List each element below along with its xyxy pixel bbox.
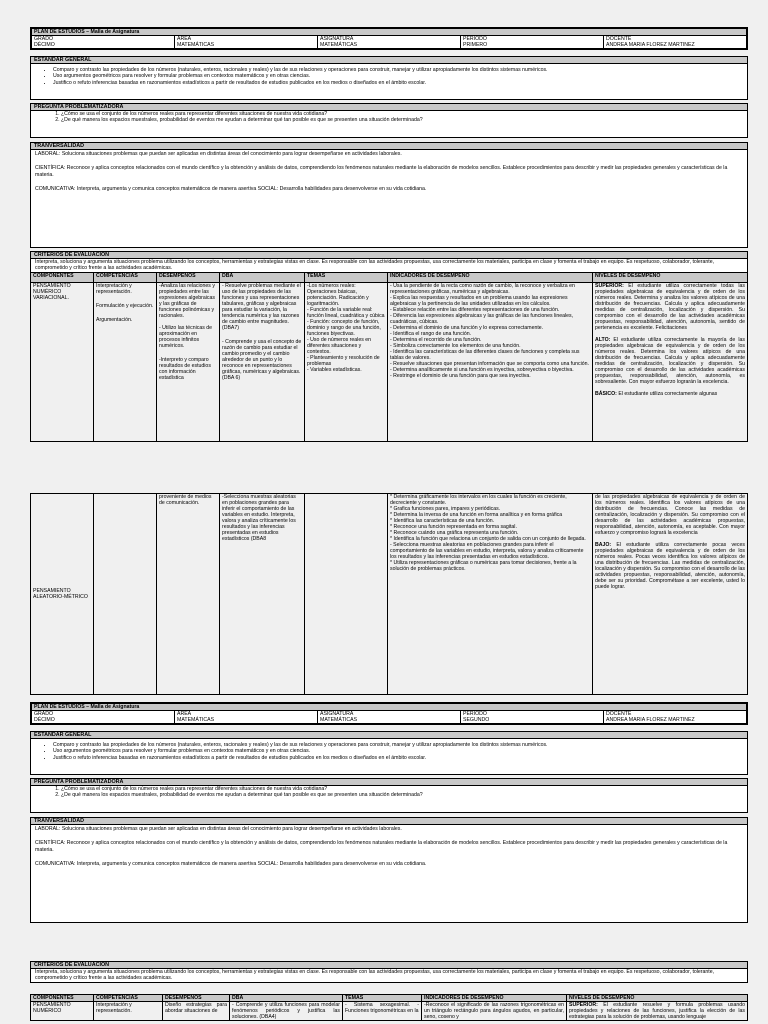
desempenos-cell: proveniente de medios de comunicación. (157, 494, 220, 695)
area-cell: AREA MATEMÁTICAS (175, 711, 318, 724)
desempenos-cell: -Analiza las relaciones y propiedades entre las expresiones algebraicas y las gráficas de funciones polinómicas y racionales. - Utilizo las técnicas de aproximación en procesos infinitos numéricos. -Interpreto y comparo resultados de estudios con información estadística (157, 282, 220, 441)
competencias-cell (94, 494, 157, 695)
criterios-section-1 (30, 251, 748, 273)
indicadores-cell: -Reconoce el significado de las razones trigonométricas en un triángulo rectángulo para ángulos agudos, en particular, seno, coseno y (422, 1002, 567, 1021)
temas-cell: - Sistema sexagesimal. -Funciones trigonométricas en la (343, 1002, 422, 1021)
dba-cell: -Selecciona muestras aleatorias en poblaciones grandes para inferir el comportamiento de las variables en estudio. Interpreta, valora y analiza críticamente los resultados y las inferencias presentadas en estudios estadísticos (DBA8 (220, 494, 305, 695)
col-header: COMPETENCIAS (94, 995, 163, 1002)
col-header: TEMAS (305, 273, 388, 283)
niveles-cell: SUPERIOR: El estudiante utiliza correctamente todas las propiedades algebraicas de equivalencia y de orden de los números reales. Determina y analiza los valores atípicos de una distribución de frecuencias. Calcula y aplica adecuadamente medidas de centralización, localización y dispersión. Su compromiso con el desarrollo de las actividades académicas propuestas, responsabilidad, atención, autonomía, sentido de pertenencia es excelente. Felicitaciones ALTO: El estudiante utiliza correctamente la mayoría de las propiedades algebraicas de equivalencia y de orden de los números reales. Determina los valores atípicos de una distribución de frecuencias. Calcula y aplica adecuadamente medidas de centralización, localización y dispersión. Su compromiso con el desarrollo de las actividades académicas propuestas, responsabilidad, atención, autonomía, es sobresaliente. Con mayor esfuerzo lograrán la excelencia. BÁSICO: El estudiante utiliza correctamente algunas (593, 282, 748, 441)
indicadores-cell: * Determina gráficamente los intervalos en los cuales la función es creciente, decreciente y constante. * Grafica funciones pares, impares y periódicas. * Determina la inversa de una función en forma analítica y en forma gráfica * Identifica las características de una función. * Reconoce una función representada en forma sagital. * Reconoce cuándo una gráfica representa una función. * Identifica la función que relaciona un conjunto de salida con un conjunto de llegada. - Selecciona muestras aleatorias en poblaciones grandes para inferir el comportamiento de las variables en estudio, interpreta, valora y analiza críticamente los resultados y las inferencias presentadas en estudios estadísticos. * Utiliza representaciones gráficas o numéricas para tomar decisiones, frente a la solución de problemas prácticos. (388, 494, 593, 695)
asignatura-cell: ASIGNATURA MATEMÁTICAS (318, 711, 461, 724)
estandar-list (31, 742, 747, 761)
col-header: NIVELES DE DESEMPEÑO (593, 273, 748, 283)
grado-cell: GRADO DÉCIMO (32, 36, 175, 49)
temas-cell (305, 494, 388, 695)
comunicativa-text: COMUNICATIVA: Interpreta, argumenta y comunica conceptos matemáticos de manera asertiva SOCIAL: Desarrolla habilidades para desenvolverse en su vida cotidiana. (35, 860, 427, 867)
estandar-title: ESTANDAR GENERAL (31, 732, 747, 739)
desempenos-cell: Diseño estrategias para abordar situaciones de (163, 1002, 230, 1021)
cientifica-text: CIENTÍFICA: Reconoce y aplica conceptos relacionados con el mundo científico y la obtención y análisis de datos, comprendiendo los fenómenos naturales mediante la elaboración de modelos sencillos. Establece procedimientos para describir y medir las propiedades generales y características de la materia. (35, 165, 728, 178)
col-header: INDICADORES DE DESEMPEÑO (388, 273, 593, 283)
pregunta-section-1 (30, 103, 748, 138)
dba-cell: - Comprende y utiliza funciones para modelar fenómenos periódicos y justifica las soluciones. (DBA4) (230, 1002, 343, 1021)
transversalidad-section-1 (30, 142, 748, 248)
plan-title: PLAN DE ESTUDIOS – Malla de Asignatura (32, 704, 747, 711)
transversalidad-section-2 (30, 817, 748, 923)
col-header: TEMAS (343, 995, 422, 1002)
list-item: • Justifico o refuto inferencias basadas en razonamientos estadísticos a partir de resultados de estudios publicados en los medios o diseñados en el ámbito escolar. (53, 80, 747, 86)
comunicativa-text: COMUNICATIVA: Interpreta, argumenta y comunica conceptos matemáticos de manera asertiva SOCIAL: Desarrolla habilidades para desenvolverse en su vida cotidiana. (35, 185, 427, 192)
componentes-cell: PENSAMIENTO NUMÉRICO (31, 1002, 94, 1021)
transversalidad-title: TRANVERSALIDAD (31, 818, 747, 825)
criterios-section-2 (30, 961, 748, 983)
pregunta-list (31, 111, 747, 124)
list-item: 2. ¿De qué manera los espacios muestrales, probabilidad de eventos me ayudan a determinar qué tan posible es que se presenten una situación determinada? (61, 117, 747, 123)
estandar-section-2 (30, 731, 748, 775)
area-cell: AREA MATEMÁTICAS (175, 36, 318, 49)
pregunta-section-2 (30, 778, 748, 813)
col-header: DBA (220, 273, 305, 283)
criterios-title: CRITERIOS DE EVALUACIÓN (31, 252, 747, 259)
list-item: 2. ¿De qué manera los espacios muestrales, probabilidad de eventos me ayudan a determinar qué tan posible es que se presenten una situación determinada? (61, 792, 747, 798)
laboral-text: LABORAL: Soluciona situaciones problemas que puedan ser aplicadas en distintas áreas del conocimiento para lograr desempeñarse en actividades laborales. (35, 151, 402, 157)
periodo-cell: PERIODO PRIMERO (461, 36, 604, 49)
malla-table-1 (30, 272, 748, 444)
grado-cell: GRADO DÉCIMO (32, 711, 175, 724)
criterios-text: Interpreta, soluciona y argumenta situaciones problema utilizando los conceptos, herramientas y estrategias vistas en clase. Es responsable con las actividades propuestas, usa correctamente los materiales, participa en clase y fomenta el trabajo en equipo. Es respetuoso, colaborador, tolerante, comprometido y crítico frente a las actividades académicas. (35, 969, 715, 982)
docente-cell: DOCENTE ANDREA MARIA FLOREZ MARTINEZ (604, 36, 747, 49)
col-header: DBA (230, 995, 343, 1002)
col-header: COMPONENTES (31, 995, 94, 1002)
competencias-cell: Interpretación y representación. (94, 1002, 163, 1021)
periodo-cell: PERIODO SEGUNDO (461, 711, 604, 724)
list-item: • Comparo y contrasto las propiedades de los números (naturales, enteros, racionales y reales) y las de sus relaciones y operaciones para construir, manejar y utilizar apropiadamente los distintos sistemas numéricos. (53, 67, 747, 73)
estandar-title: ESTANDAR GENERAL (31, 57, 747, 64)
list-item: • Uso argumentos geométricos para resolver y formular problemas en contextos matemáticos y en otras ciencias. (53, 73, 747, 79)
malla-table-2 (30, 994, 748, 1024)
criterios-text: Interpreta, soluciona y argumenta situaciones problema utilizando los conceptos, herramientas y estrategias vistas en clase. Es responsable con las actividades propuestas, usa correctamente los materiales, participa en clase y fomenta el trabajo en equipo. Es respetuoso, colaborador, tolerante, comprometido y crítico frente a las actividades académicas. (35, 259, 715, 272)
dba-cell: - Resuelve problemas mediante el uso de las propiedades de las funciones y usa representaciones tabulares, gráficas y algebraicas para estudiar la variación, la tendencia numérica y las razones de cambio entre magnitudes. (DBA7) - Comprende y usa el concepto de razón de cambio para estudiar el cambio promedio y el cambio alrededor de un punto y lo reconoce en representaciones gráficas, numéricas y algebraicas. (DBA 6) (220, 282, 305, 441)
pregunta-list (31, 786, 747, 799)
cientifica-text: CIENTÍFICA: Reconoce y aplica conceptos relacionados con el mundo científico y la obtención y análisis de datos, comprendiendo los fenómenos naturales mediante la elaboración de modelos sencillos. Establece procedimientos para describir y medir las propiedades generales y características de la materia. (35, 840, 728, 853)
list-item: • Comparo y contrasto las propiedades de los números (naturales, enteros, racionales y reales) y las de sus relaciones y operaciones para construir, manejar y utilizar apropiadamente los distintos sistemas numéricos. (53, 742, 747, 748)
niveles-cell: SUPERIOR: El estudiante resuelve y formula problemas usando propiedades y relaciones de las funciones, justifica la elección de las estrategias para la solución de problemas, usando lenguaje (567, 1002, 748, 1021)
list-item: 1. ¿Cómo se usa el conjunto de los números reales para representar diferentes situaciones de nuestra vida cotidiana? (61, 786, 747, 792)
col-header: COMPONENTES (31, 273, 94, 283)
estandar-section-1 (30, 56, 748, 100)
plan-header-2 (30, 702, 748, 725)
col-header: DESEMPEÑOS (157, 273, 220, 283)
col-header: DESEMPEÑOS (163, 995, 230, 1002)
col-header: NIVELES DE DESEMPEÑO (567, 995, 748, 1002)
pregunta-title: PREGUNTA PROBLEMATIZADORA (31, 779, 747, 786)
pregunta-title: PREGUNTA PROBLEMATIZADORA (31, 104, 747, 111)
list-item: • Justifico o refuto inferencias basadas en razonamientos estadísticos a partir de resultados de estudios publicados en los medios o diseñados en el ámbito escolar. (53, 755, 747, 761)
temas-cell: -Los números reales: Operaciones básicas, potenciación. Radicación y logaritmación. - Función de la variable real: función lineal, cuadrática y cúbica - Función: concepto de función, dominio y rango de una función, funciones biyectivas. - Uso de números reales en diferentes situaciones y contextos. - Planteamiento y resolución de problemas - Variables estadísticas. (305, 282, 388, 441)
estandar-list (31, 67, 747, 86)
criterios-title: CRITERIOS DE EVALUACIÓN (31, 962, 747, 969)
competencias-cell: Interpretación y representación. Formulación y ejecución. Argumentación. (94, 282, 157, 441)
niveles-cell: de las propiedades algebraicas de equivalencia y de orden de los números reales. Identifica los valores atípicos de una distribución de frecuencias. Conoce las medidas de centralización, localización y dispersión. Su compromiso con el desarrollo de las actividades académicas propuestas, responsabilidad, atención, autonomía, es aceptable. Con mayor esfuerzo y compromiso logrará la excelencia BAJO: El estudiante utiliza correctamente pocas veces propiedades algebraicas de equivalencia y de orden de los números reales. Pocas veces identifica los valores atípicos de una distribución de frecuencias. Las medidas de centralización, localización y dispersión. Su compromiso con el desarrollo de las actividades propuestas, responsabilidad, atención, autonomía, debe ser su prioridad. Comprométase a ser excelente, usted lo puede lograr. (593, 494, 748, 695)
transversalidad-title: TRANVERSALIDAD (31, 143, 747, 150)
laboral-text: LABORAL: Soluciona situaciones problemas que puedan ser aplicadas en distintas áreas del conocimiento para lograr desempeñarse en actividades laborales. (35, 826, 402, 832)
malla-table-1-continuation (30, 493, 748, 697)
col-header: INDICADORES DE DESEMPEÑO (422, 995, 567, 1002)
componentes-cell: PENSAMIENTO NUMÉRICO VARIACIONAL. (31, 282, 94, 441)
plan-header-1 (30, 27, 748, 50)
asignatura-cell: ASIGNATURA MATEMÁTICAS (318, 36, 461, 49)
list-item: • Uso argumentos geométricos para resolver y formular problemas en contextos matemáticos y en otras ciencias. (53, 748, 747, 754)
list-item: 1. ¿Cómo se usa el conjunto de los números reales para representar diferentes situaciones de nuestra vida cotidiana? (61, 111, 747, 117)
docente-cell: DOCENTE ANDREA MARIA FLOREZ MARTINEZ (604, 711, 747, 724)
plan-title: PLAN DE ESTUDIOS – Malla de Asignatura (32, 29, 747, 36)
componentes-cell: PENSAMIENTO ALEATORIO-MÉTRICO (31, 494, 94, 695)
indicadores-cell: - Usa la pendiente de la recta como razón de cambio, la reconoce y verbaliza en representaciones gráficas, numéricas y algebraicas. - Explica las respuestas y resultados en un problema usando las expresiones algebraicas y la pertinencia de las unidades utilizadas en los cálculos. - Establece relación entre las diferentes representaciones de una función. - Diferencia las expresiones algebraicas y las gráficas de las funciones lineales, cuadráticas, cúbicas. - Determina el dominio de una función y lo expresa correctamente. - Identifica el rango de una función. - Determina el recorrido de una función. - Simboliza correctamente los elementos de una función. - Identifica las características de las diferentes clases de funciones y completa sus tablas de valores. - Resuelve situaciones que presentan información que se comporta como una función. - Determina analíticamente si una función es inyectiva, sobreyectiva o biyectiva. - Restringe el dominio de una función para que sea inyectiva. (388, 282, 593, 441)
col-header: COMPETENCIAS (94, 273, 157, 283)
